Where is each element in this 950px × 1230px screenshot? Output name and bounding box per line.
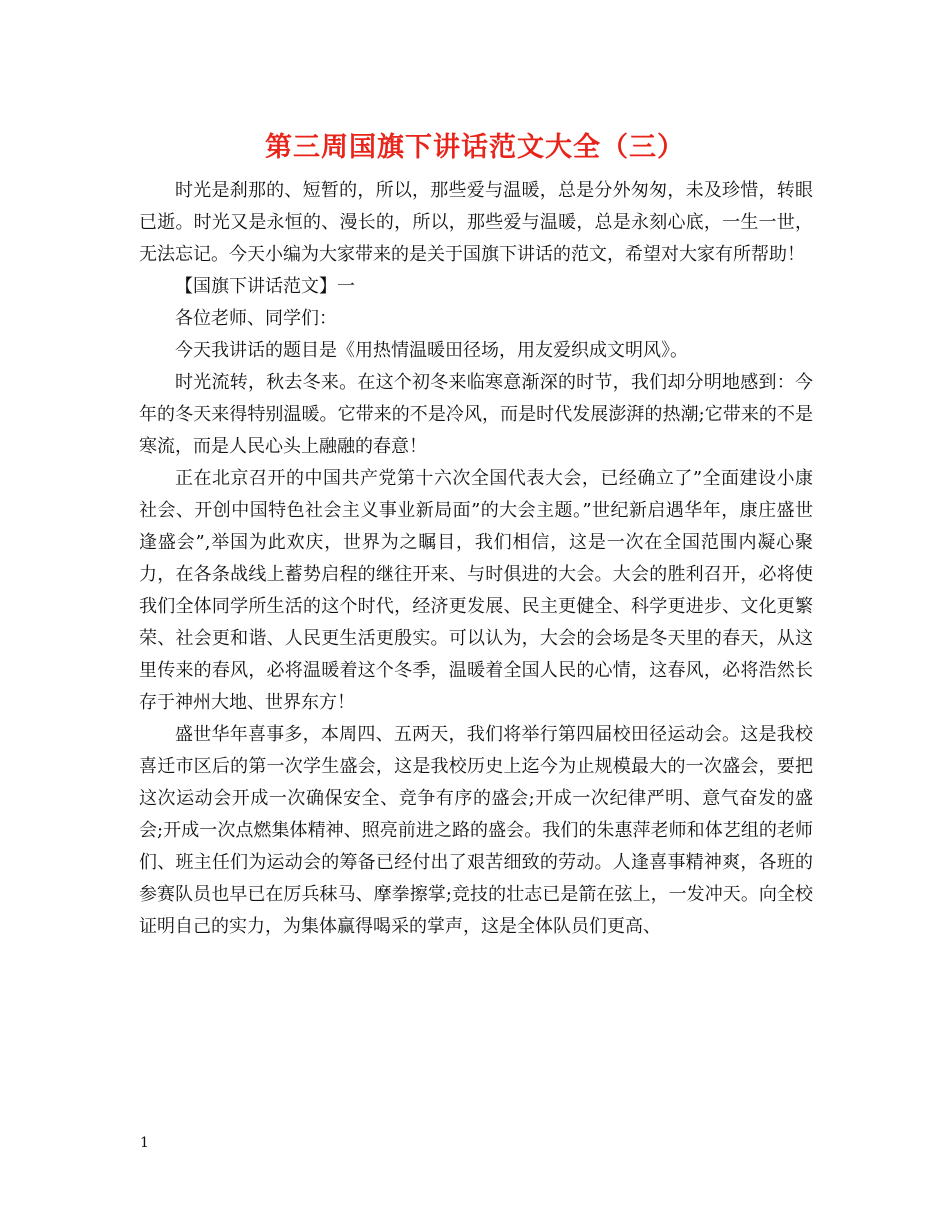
- paragraph-sports-meet: 盛世华年喜事多，本周四、五两天，我们将举行第四届校田径运动会。这是我校喜迁市区后的第一次学生盛会，这是我校历史上迄今为止规模最大的一次盛会，要把这次运动会开成一次确保安全、竞争有序的盛会;开成一次纪律严明、意气奋发的盛会;开成一次点燃集体精神、照亮前进之路的盛会。我们的朱惠萍老师和体艺组的老师们、班主任们为运动会的筹备已经付出了艰苦细致的劳动。人逢喜事精神爽，各班的参赛队员也早已在厉兵秣马、摩拳擦掌;竞技的壮志已是箭在弦上，一发冲天。向全校证明自己的实力，为集体赢得喝采的掌声，这是全体队员们更高、: [139, 724, 813, 937]
- paragraph-topic: 今天我讲话的题目是《用热情温暖田径场，用友爱织成文明风》。: [175, 340, 688, 361]
- paragraph-section-heading: 【国旗下讲话范文】一: [175, 276, 355, 297]
- document-body: [139, 175, 813, 943]
- paragraph-congress: 正在北京召开的中国共产党第十六次全国代表大会，已经确立了”全面建设小康社会、开创中国特色社会主义事业新局面”的大会主题。”世纪新启遇华年，康庄盛世逢盛会”,举国为此欢庆，世界为之瞩目，我们相信，这是一次在全国范围内凝心聚力，在各条战线上蓄势启程的继往开来、与时俱进的大会。大会的胜利召开，必将使我们全体同学所生活的这个时代，经济更发展、民主更健全、科学更进步、文化更繁荣、社会更和谐、人民更生活更殷实。可以认为，大会的会场是冬天里的春天，从这里传来的春风，必将温暖着这个冬季，温暖着全国人民的心情，这春风，必将浩然长存于神州大地、世界东方！: [139, 468, 813, 713]
- paragraph-intro: 时光是刹那的、短暂的，所以，那些爱与温暖，总是分外匆匆，未及珍惜，转眼已逝。时光又是永恒的、漫长的，所以，那些爱与温暖，总是永刻心底，一生一世，无法忘记。今天小编为大家带来的是关于国旗下讲话的范文，希望对大家有所帮助！: [139, 180, 813, 265]
- paragraph-salutation: 各位老师、同学们：: [175, 308, 337, 329]
- document-title: 第三周国旗下讲话范文大全（三）: [265, 132, 685, 163]
- page-number: 1: [140, 1135, 149, 1151]
- paragraph-season: 时光流转，秋去冬来。在这个初冬来临寒意渐深的时节，我们却分明地感到：今年的冬天来得特别温暖。它带来的不是冷风，而是时代发展澎湃的热潮;它带来的不是寒流，而是人民心头上融融的春意！: [139, 372, 813, 457]
